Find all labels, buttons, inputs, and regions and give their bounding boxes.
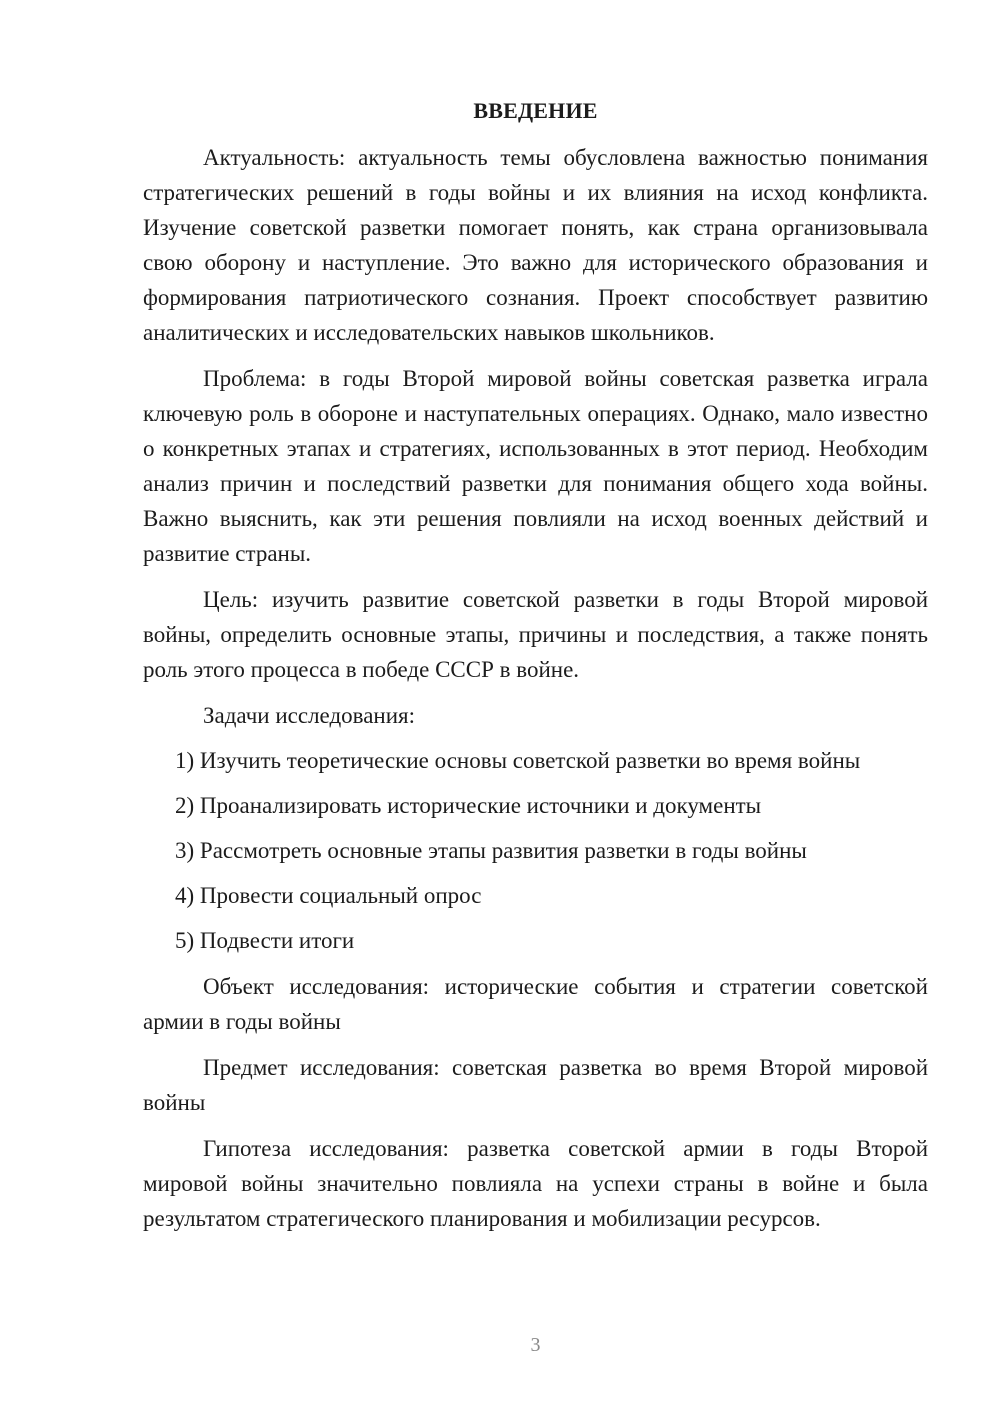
page-number: 3	[530, 1334, 541, 1356]
task-item: 1) Изучить теоретические основы советской разветки во время войны	[175, 748, 861, 773]
paragraph-object: Объект исследования: исторические события и стратегии советской армии в годы войны	[143, 974, 928, 1034]
task-item: 4) Провести социальный опрос	[175, 883, 482, 908]
tasks-lead: Задачи исследования:	[203, 703, 416, 728]
task-list	[143, 743, 928, 958]
paragraph-goal: Цель: изучить развитие советской разветки в годы Второй мировой войны, определить основные этапы, причины и последствия, а также понять роль этого процесса в победе СССР в войне.	[143, 587, 928, 682]
paragraph-relevance: Актуальность: актуальность темы обусловлена важностью понимания стратегических решений в годы войны и их влияния на исход конфликта. Изучение советской разветки помогает понять, как страна организовывала свою оборону и наступление. Это важно для исторического образования и формирования патриотического сознания. Проект способствует развитию аналитических и исследовательских навыков школьников.	[143, 145, 928, 345]
paragraph-subject: Предмет исследования: советская разветка во время Второй мировой войны	[143, 1055, 928, 1115]
paragraph-hypothesis: Гипотеза исследования: разветка советской армии в годы Второй мировой войны значительно повлияла на успехи страны в войне и была результатом стратегического планирования и мобилизации ресурсов.	[143, 1136, 928, 1231]
task-item: 3) Рассмотреть основные этапы развития разветки в годы войны	[175, 838, 807, 863]
task-item: 5) Подвести итоги	[175, 928, 355, 953]
section-heading: ВВЕДЕНИЕ	[473, 98, 598, 123]
task-item: 2) Проанализировать исторические источники и документы	[175, 793, 762, 818]
paragraph-problem: Проблема: в годы Второй мировой войны советская разветка играла ключевую роль в обороне и наступательных операциях. Однако, мало известно о конкретных этапах и стратегиях, использованных в этот период. Необходим анализ причин и последствий разветки для понимания общего хода войны. Важно выяснить, как эти решения повлияли на исход военных действий и развитие страны.	[143, 366, 928, 566]
